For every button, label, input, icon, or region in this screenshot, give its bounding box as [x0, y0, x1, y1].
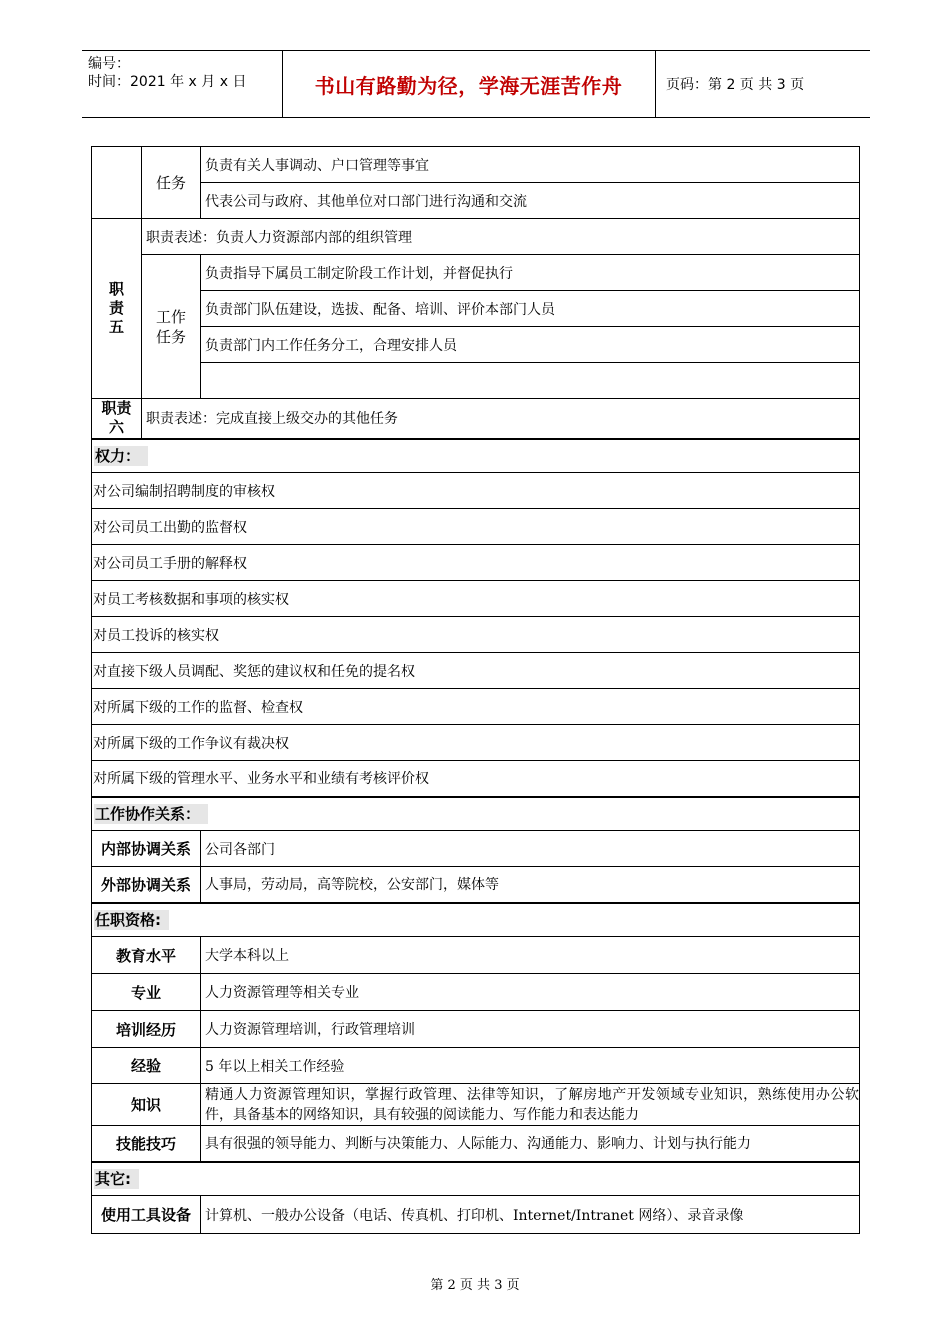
- qualification-label: 培训经历: [92, 1011, 201, 1048]
- relation-value: 人事局，劳动局，高等院校，公安部门，媒体等: [201, 867, 860, 903]
- other-section-header: [92, 1162, 860, 1196]
- qualification-label: 经验: [92, 1048, 201, 1084]
- qualifications-title: 任职资格:: [94, 910, 169, 930]
- header-slogan-cell: [282, 51, 656, 117]
- header-page-cell: [656, 51, 870, 117]
- qualification-label: 技能技巧: [92, 1126, 201, 1162]
- powers-section-header: [92, 439, 860, 473]
- qualifications-section-header: [92, 903, 860, 937]
- qualification-row: [92, 1084, 860, 1126]
- header-page-info: 页码：第 2 页 共 3 页: [666, 77, 805, 93]
- qualification-label: 教育水平: [92, 937, 201, 974]
- duty-label-cell-empty: [92, 147, 142, 219]
- power-item: 对公司员工出勤的监督权: [92, 509, 860, 545]
- qualification-label: 专业: [92, 974, 201, 1011]
- other-label: 使用工具设备: [92, 1196, 201, 1234]
- power-item: 对公司员工手册的解释权: [92, 545, 860, 581]
- duty5-task-row: [92, 255, 860, 291]
- power-item: 对所属下级的工作争议有裁决权: [92, 725, 860, 761]
- power-item: 对直接下级人员调配、奖惩的建议权和任免的提名权: [92, 653, 860, 689]
- duty5-task-item: 负责部门内工作任务分工，合理安排人员: [201, 327, 860, 363]
- duty-task-item: 代表公司与政府、其他单位对口部门进行沟通和交流: [201, 183, 860, 219]
- document-number-label: 编号：: [88, 56, 130, 72]
- power-row: [92, 581, 860, 617]
- duty5-task-item: [201, 363, 860, 399]
- duty5-task-subheading: 工作 任务: [142, 255, 201, 399]
- qualification-row: [92, 1011, 860, 1048]
- duty5-task-item: 负责部门队伍建设，选拔、配备、培训、评价本部门人员: [201, 291, 860, 327]
- power-row: [92, 473, 860, 509]
- duty-task-row: [92, 183, 860, 219]
- qualification-value: 精通人力资源管理知识，掌握行政管理、法律等知识，了解房地产开发领域专业知识，熟练使用办公软件，具备基本的网络知识，具有较强的阅读能力、写作能力和表达能力: [201, 1084, 860, 1126]
- other-row: [92, 1196, 860, 1234]
- power-item: 对公司编制招聘制度的审核权: [92, 473, 860, 509]
- qualification-row: [92, 937, 860, 974]
- qualification-row: [92, 1048, 860, 1084]
- qualification-row: [92, 974, 860, 1011]
- qualification-value: 5 年以上相关工作经验: [201, 1048, 860, 1084]
- relations-section-header: [92, 797, 860, 831]
- duty5-task-row: [92, 363, 860, 399]
- relation-value: 公司各部门: [201, 831, 860, 867]
- duty5-task-row: [92, 291, 860, 327]
- duty-task-item: 负责有关人事调动、户口管理等事宜: [201, 147, 860, 183]
- other-title: 其它:: [94, 1169, 139, 1189]
- relation-label: 内部协调关系: [92, 831, 201, 867]
- qualification-label: 知识: [92, 1084, 201, 1126]
- qualification-value: 人力资源管理等相关专业: [201, 974, 860, 1011]
- powers-title: 权力：: [94, 446, 148, 466]
- relations-title: 工作协作关系：: [94, 804, 208, 824]
- qualification-value: 大学本科以上: [201, 937, 860, 974]
- power-row: [92, 653, 860, 689]
- duty5-label: 职 责 五: [92, 219, 142, 399]
- relation-row: [92, 831, 860, 867]
- relation-label: 外部协调关系: [92, 867, 201, 903]
- power-item: 对所属下级的管理水平、业务水平和业绩有考核评价权: [92, 761, 860, 797]
- power-item: 对所属下级的工作的监督、检查权: [92, 689, 860, 725]
- power-row: [92, 761, 860, 797]
- header-meta-cell: [82, 51, 283, 117]
- job-description-table: [91, 146, 860, 1234]
- power-row: [92, 617, 860, 653]
- header-slogan: 书山有路勤为径，学海无涯苦作舟: [314, 73, 623, 98]
- relation-row: [92, 867, 860, 903]
- qualification-row: [92, 1126, 860, 1162]
- duty6-description: 职责表述：完成直接上级交办的其他任务: [142, 399, 860, 439]
- duty5-task-row: [92, 327, 860, 363]
- document-time-label: 时间：2021 年 x 月 x 日: [88, 74, 247, 90]
- power-row: [92, 545, 860, 581]
- other-value: 计算机、一般办公设备（电话、传真机、打印机、Internet/Intranet 网络）、录音录像: [201, 1196, 860, 1234]
- duty5-task-item: 负责指导下属员工制定阶段工作计划，并督促执行: [201, 255, 860, 291]
- duty5-description: 职责表述：负责人力资源部内部的组织管理: [142, 219, 860, 255]
- duty6-row: [92, 399, 860, 439]
- power-item: 对员工考核数据和事项的核实权: [92, 581, 860, 617]
- task-subheading: 任务: [142, 147, 201, 219]
- qualification-value: 人力资源管理培训，行政管理培训: [201, 1011, 860, 1048]
- power-row: [92, 689, 860, 725]
- duty-task-row: [92, 147, 860, 183]
- duty5-description-row: [92, 219, 860, 255]
- power-item: 对员工投诉的核实权: [92, 617, 860, 653]
- page-footer: 第 2 页 共 3 页: [430, 1278, 520, 1293]
- qualification-value: 具有很强的领导能力、判断与决策能力、人际能力、沟通能力、影响力、计划与执行能力: [201, 1126, 860, 1162]
- page-header: [82, 50, 870, 118]
- duty6-label: 职责 六: [92, 399, 142, 439]
- power-row: [92, 509, 860, 545]
- power-row: [92, 725, 860, 761]
